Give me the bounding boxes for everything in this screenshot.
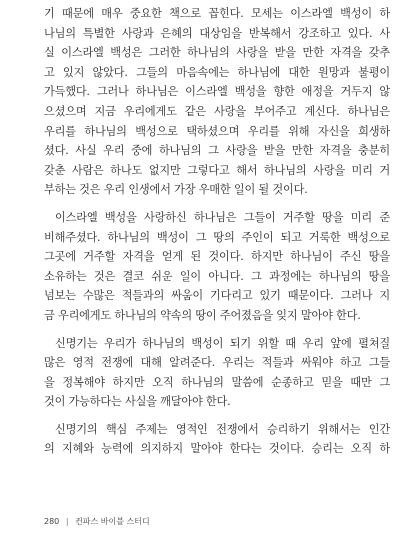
text-line: 기 때문에 매우 중요한 책으로 꼽힌다. 모세는 이스라엘 백성이 하 [44, 7, 390, 20]
paragraph [44, 208, 390, 326]
paragraph [44, 334, 390, 412]
text-line: 것이 가능하다는 사실을 깨달아야 한다. [44, 395, 231, 409]
page-number: 280 [44, 517, 60, 526]
text-line: 실 이스라엘 백성은 그러한 하나님의 사랑을 받을 만한 자격을 갖추 [44, 46, 390, 60]
text-line: 비해주셨다. 하나님의 백성이 그 땅의 주인이 되고 거룩한 백성으로 [44, 230, 390, 244]
text-line: 을 정복해야 하지만 오직 하나님의 말씀에 순종하고 믿을 때만 그 [44, 375, 390, 389]
page-footer [44, 516, 150, 527]
footer-separator: | [65, 517, 69, 526]
text-line: 그곳에 거주할 자격을 얻게 된 것이다. 하지만 하나님이 주신 땅을 [44, 250, 390, 264]
text-line: 신명기의 핵심 주제는 영적인 전쟁에서 승리하기 위해서는 인간 [55, 422, 390, 436]
text-line: 금 우리에게도 하나님의 약속의 땅이 주어졌음을 잊지 말아야 한다. [44, 308, 361, 322]
text-line: 많은 영적 전쟁에 대해 알려준다. 우리는 적들과 싸워야 하고 그들 [44, 356, 390, 370]
running-title: 컨파스 바이블 스터디 [75, 517, 150, 526]
paragraph [44, 4, 390, 200]
text-line: 부하는 것은 우리 인생에서 가장 우매한 일이 될 것이다. [44, 183, 308, 197]
text-line: 으셨으며 지금 우리에게도 같은 사랑을 부어주고 계신다. 하나님은 [44, 104, 390, 118]
text-line: 가득했다. 그러나 하나님은 이스라엘 백성을 향한 애정을 거두지 않 [44, 85, 390, 99]
text-line: 이스라엘 백성을 사랑하신 하나님은 그들이 거주할 땅을 미리 준 [55, 210, 390, 224]
text-line: 고 있지 않았다. 그들의 마음속에는 하나님에 대한 원망과 불평이 [44, 65, 390, 79]
text-line: 우리를 하나님의 백성으로 택하셨으며 우리를 위해 자신을 희생하 [44, 124, 390, 138]
text-line: 의 지혜와 능력에 의지하지 말아야 한다는 것이다. 승리는 오직 하 [44, 442, 390, 456]
text-line: 소유하는 것은 결코 쉬운 일이 아니다. 그 과정에는 하나님의 땅을 [44, 269, 390, 283]
text-line: 갖춘 사람은 하나도 없지만 그렇다고 해서 하나님의 사랑을 미리 거 [44, 163, 390, 177]
paragraph [44, 420, 390, 459]
text-line: 나님의 특별한 사랑과 은혜의 대상임을 반복해서 강조하고 있다. 사 [44, 26, 390, 40]
body-text [44, 4, 390, 467]
text-line: 신명기는 우리가 하나님의 백성이 되기 위할 때 우리 앞에 펼쳐질 [55, 336, 390, 350]
text-line: 넘보는 수많은 적들과의 싸움이 기다리고 있기 때문이다. 그러나 지 [44, 289, 390, 303]
text-line: 셨다. 사실 우리 중에 하나님의 그 사랑을 받을 만한 자격을 충분히 [44, 144, 390, 158]
